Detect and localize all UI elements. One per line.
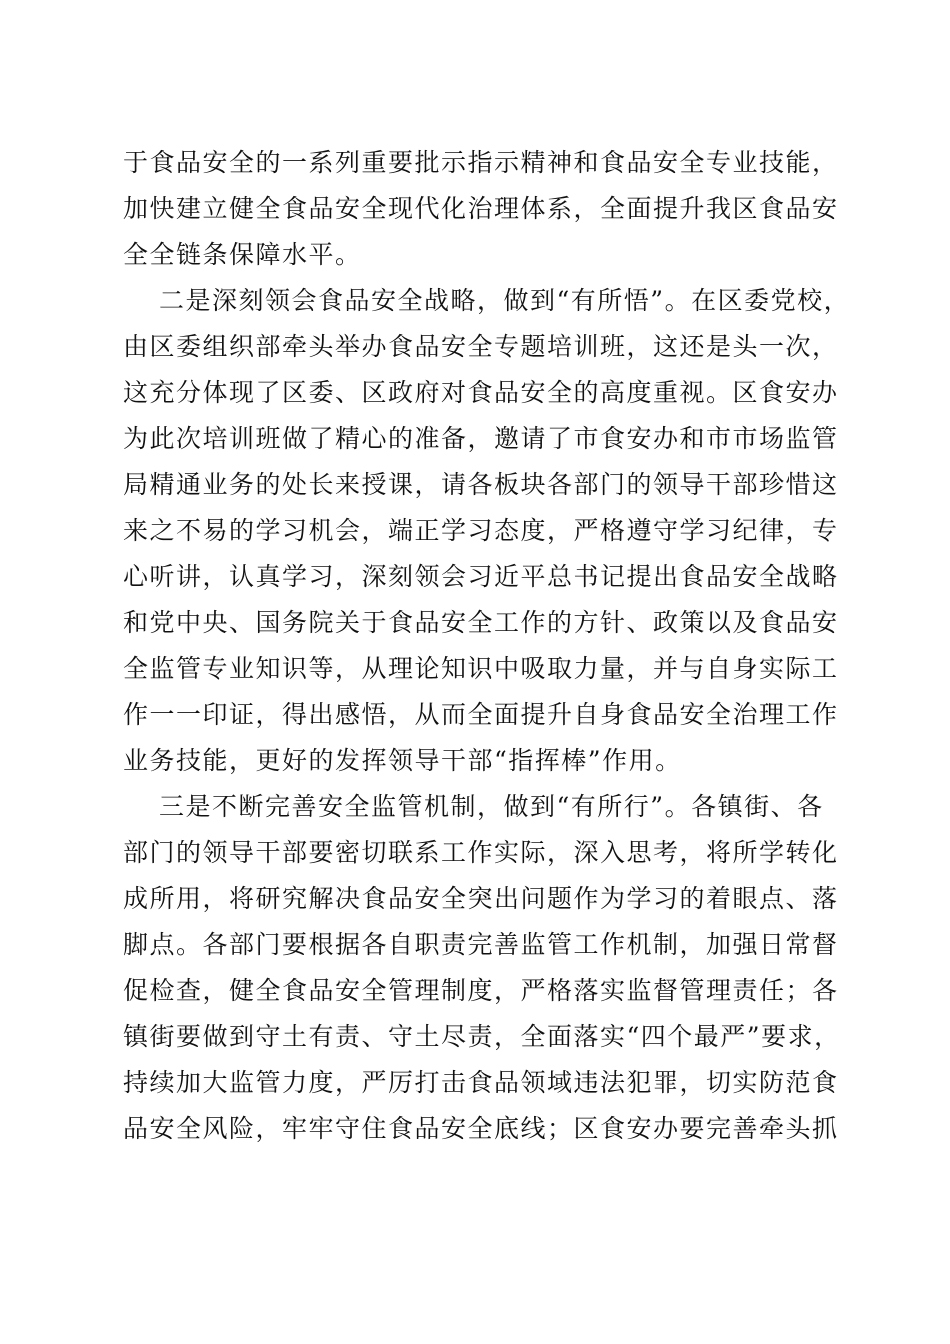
text-line: 作一一印证，得出感悟，从而全面提升自身食品安全治理工作: [123, 700, 839, 729]
text-line: 来之不易的学习机会，端正学习态度，严格遵守学习纪律，专: [123, 516, 839, 545]
text-line: 品安全风险，牢牢守住食品安全底线；区食安办要完善牵头抓: [123, 1114, 839, 1143]
text-line: 持续加大监管力度，严厉打击食品领域违法犯罪，切实防范食: [123, 1068, 839, 1097]
text-line: 全监管专业知识等，从理论知识中吸取力量，并与自身实际工: [123, 654, 839, 683]
text-line: 加快建立健全食品安全现代化治理体系，全面提升我区食品安: [123, 194, 839, 223]
paragraph-3: [123, 784, 843, 1152]
text-line: 这充分体现了区委、区政府对食品安全的高度重视。区食安办: [123, 378, 839, 407]
text-line: 三是不断完善安全监管机制，做到“有所行”。各镇街、各: [159, 792, 824, 821]
text-line: 二是深刻领会食品安全战略，做到“有所悟”。在区委党校，: [159, 286, 851, 315]
text-line: 为此次培训班做了精心的准备，邀请了市食安办和市市场监管: [123, 424, 839, 453]
text-line: 业务技能，更好的发挥领导干部“指挥棒”作用。: [123, 746, 682, 775]
text-line: 部门的领导干部要密切联系工作实际，深入思考，将所学转化: [123, 838, 839, 867]
text-line: 和党中央、国务院关于食品安全工作的方针、政策以及食品安: [123, 608, 839, 637]
paragraph-2: [123, 278, 851, 784]
text-line: 促检查，健全食品安全管理制度，严格落实监督管理责任；各: [123, 976, 839, 1005]
text-line: 于食品安全的一系列重要批示指示精神和食品安全专业技能，: [123, 148, 839, 177]
text-line: 成所用，将研究解决食品安全突出问题作为学习的着眼点、落: [123, 884, 839, 913]
text-line: 心听讲，认真学习，深刻领会习近平总书记提出食品安全战略: [123, 562, 839, 591]
text-line: 局精通业务的处长来授课，请各板块各部门的领导干部珍惜这: [123, 470, 839, 499]
text-line: 全全链条保障水平。: [123, 240, 362, 269]
paragraph-1: [123, 140, 843, 278]
text-line: 脚点。各部门要根据各自职责完善监管工作机制，加强日常督: [123, 930, 839, 959]
text-line: 由区委组织部牵头举办食品安全专题培训班，这还是头一次，: [123, 332, 839, 361]
text-line: 镇街要做到守土有责、守土尽责，全面落实“四个最严”要求，: [123, 1022, 841, 1051]
document-body: [123, 140, 851, 1152]
